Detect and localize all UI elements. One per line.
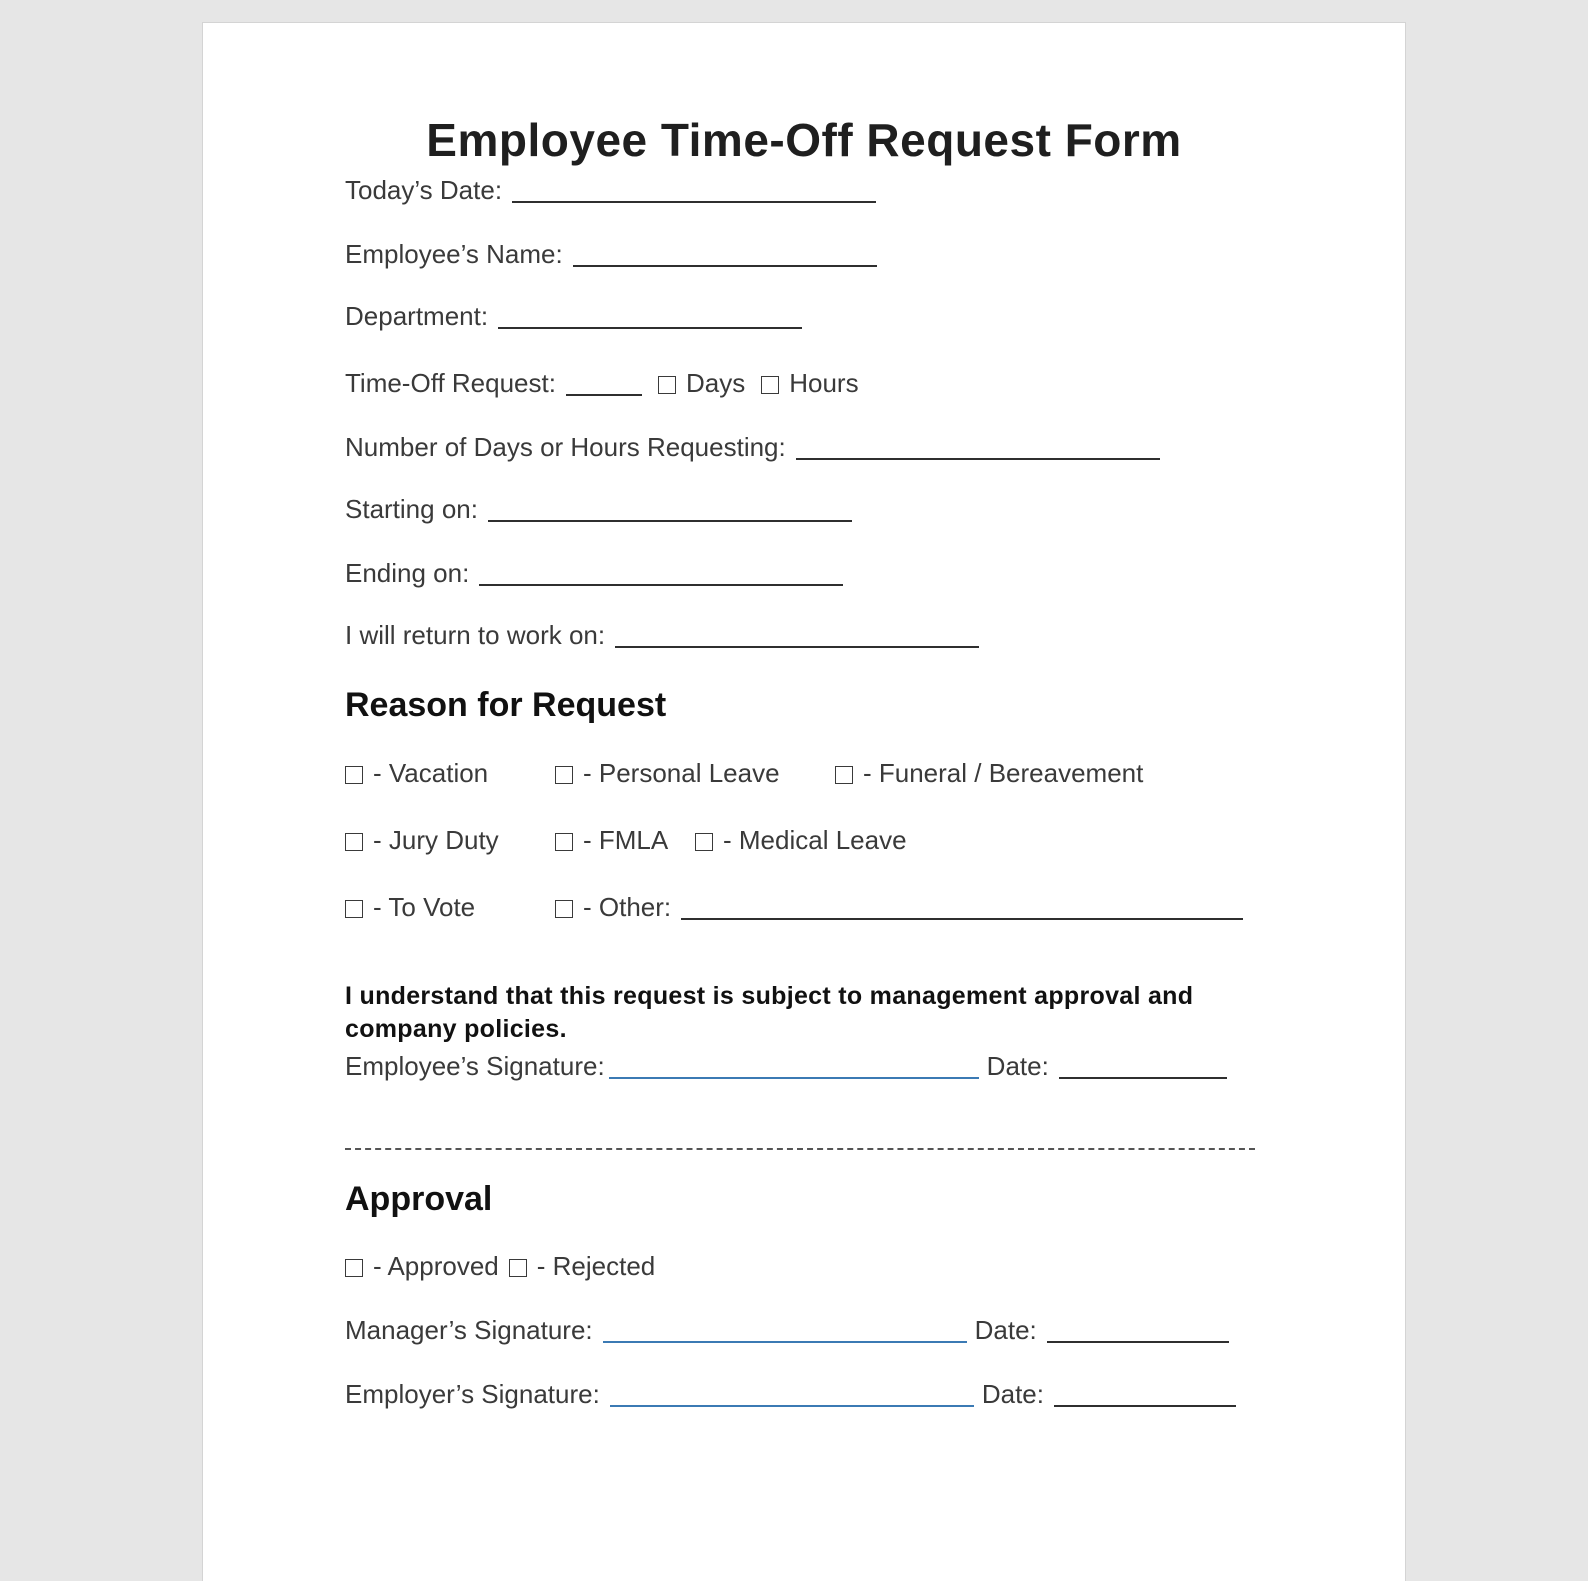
other-field[interactable] bbox=[681, 918, 1243, 920]
vacation-label: - Vacation bbox=[373, 758, 489, 788]
employee-signature-label: Employee’s Signature: bbox=[345, 1051, 605, 1081]
todays-date-field[interactable] bbox=[512, 201, 876, 203]
hours-option[interactable] bbox=[761, 368, 858, 399]
ending-on-label: Ending on: bbox=[345, 558, 470, 588]
ending-on-row bbox=[345, 558, 843, 589]
days-label: Days bbox=[685, 368, 746, 398]
return-to-work-field[interactable] bbox=[615, 646, 979, 648]
manager-signature-label: Manager’s Signature: bbox=[345, 1315, 593, 1345]
employer-signature-label: Employer’s Signature: bbox=[345, 1379, 600, 1409]
employer-date-field[interactable] bbox=[1054, 1405, 1236, 1407]
jury-duty-checkbox[interactable] bbox=[345, 833, 363, 851]
starting-on-field[interactable] bbox=[488, 520, 852, 522]
employee-name-field[interactable] bbox=[573, 265, 877, 267]
number-requesting-row bbox=[345, 432, 1160, 463]
employee-date-field[interactable] bbox=[1059, 1077, 1227, 1079]
hours-checkbox[interactable] bbox=[761, 376, 779, 394]
manager-signature-row bbox=[345, 1315, 1229, 1346]
personal-leave-label: - Personal Leave bbox=[583, 758, 780, 788]
medical-leave-checkbox[interactable] bbox=[695, 833, 713, 851]
to-vote-checkbox[interactable] bbox=[345, 900, 363, 918]
medical-leave-option[interactable] bbox=[695, 825, 907, 856]
vacation-checkbox[interactable] bbox=[345, 766, 363, 784]
jury-duty-label: - Jury Duty bbox=[373, 825, 499, 855]
department-row bbox=[345, 301, 802, 332]
rejected-label: - Rejected bbox=[536, 1251, 656, 1281]
starting-on-row bbox=[345, 494, 852, 525]
form-title: Employee Time-Off Request Form bbox=[426, 114, 1182, 166]
starting-on-label: Starting on: bbox=[345, 494, 478, 524]
personal-leave-option[interactable] bbox=[555, 758, 780, 789]
fmla-option[interactable] bbox=[555, 825, 668, 856]
todays-date-row bbox=[345, 175, 876, 206]
medical-leave-label: - Medical Leave bbox=[723, 825, 907, 855]
manager-date-label: Date: bbox=[974, 1315, 1037, 1345]
fmla-checkbox[interactable] bbox=[555, 833, 573, 851]
other-label: - Other: bbox=[583, 892, 672, 922]
vacation-option[interactable] bbox=[345, 758, 488, 789]
number-requesting-label: Number of Days or Hours Requesting: bbox=[345, 432, 786, 462]
number-requesting-field[interactable] bbox=[796, 458, 1160, 460]
approval-options bbox=[345, 1251, 655, 1282]
jury-duty-option[interactable] bbox=[345, 825, 499, 856]
form-page bbox=[202, 22, 1406, 1581]
funeral-label: - Funeral / Bereavement bbox=[863, 758, 1144, 788]
cut-line-divider bbox=[345, 1148, 1255, 1150]
to-vote-label: - To Vote bbox=[373, 892, 476, 922]
ending-on-field[interactable] bbox=[479, 584, 843, 586]
time-off-amount-field[interactable] bbox=[566, 394, 642, 396]
department-field[interactable] bbox=[498, 327, 802, 329]
personal-leave-checkbox[interactable] bbox=[555, 766, 573, 784]
employee-signature-row bbox=[345, 1051, 1227, 1082]
other-option[interactable] bbox=[555, 892, 1243, 923]
approval-heading: Approval bbox=[345, 1180, 493, 1218]
other-checkbox[interactable] bbox=[555, 900, 573, 918]
employee-date-label: Date: bbox=[986, 1051, 1049, 1081]
department-label: Department: bbox=[345, 301, 489, 331]
approved-checkbox[interactable] bbox=[345, 1259, 363, 1277]
employer-date-label: Date: bbox=[981, 1379, 1044, 1409]
days-checkbox[interactable] bbox=[658, 376, 676, 394]
employee-name-label: Employee’s Name: bbox=[345, 239, 563, 269]
employer-signature-field[interactable] bbox=[610, 1405, 974, 1407]
todays-date-label: Today’s Date: bbox=[345, 175, 503, 205]
return-to-work-label: I will return to work on: bbox=[345, 620, 606, 650]
funeral-option[interactable] bbox=[835, 758, 1143, 789]
reason-heading: Reason for Request bbox=[345, 686, 667, 724]
return-to-work-row bbox=[345, 620, 979, 651]
rejected-checkbox[interactable] bbox=[509, 1259, 527, 1277]
time-off-request-label: Time-Off Request: bbox=[345, 368, 556, 398]
manager-date-field[interactable] bbox=[1047, 1341, 1229, 1343]
funeral-checkbox[interactable] bbox=[835, 766, 853, 784]
manager-signature-field[interactable] bbox=[603, 1341, 967, 1343]
time-off-request-row bbox=[345, 368, 859, 399]
employer-signature-row bbox=[345, 1379, 1236, 1410]
hours-label: Hours bbox=[789, 368, 859, 398]
days-option[interactable] bbox=[658, 368, 745, 399]
fmla-label: - FMLA bbox=[583, 825, 669, 855]
to-vote-option[interactable] bbox=[345, 892, 475, 923]
employee-name-row bbox=[345, 239, 877, 270]
employee-signature-field[interactable] bbox=[609, 1077, 979, 1079]
approved-label: - Approved bbox=[373, 1251, 499, 1281]
policy-statement: I understand that this request is subject to management approval and company policies. bbox=[345, 982, 1194, 1043]
